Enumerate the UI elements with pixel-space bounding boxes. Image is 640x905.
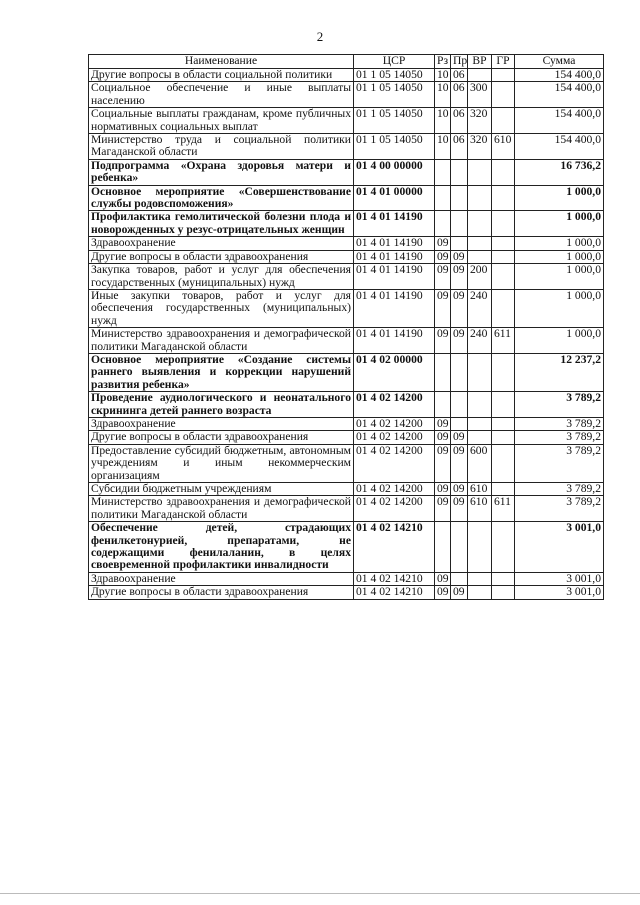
cell-sum: 1 000,0 xyxy=(515,264,604,290)
page-number: 2 xyxy=(316,29,324,44)
table-row xyxy=(89,250,604,263)
cell-csr: 01 4 02 14200 xyxy=(354,392,435,418)
header-gr: ГР xyxy=(492,55,515,69)
cell-rz: 09 xyxy=(435,289,451,327)
cell-name: Иные закупки товаров, работ и услуг для обеспечения государственных (муниципальных) нужд xyxy=(89,289,354,327)
cell-sum: 3 001,0 xyxy=(515,522,604,573)
cell-csr: 01 1 05 14050 xyxy=(354,69,435,82)
cell-pr: 09 xyxy=(451,431,468,444)
cell-gr xyxy=(492,392,515,418)
cell-name: Социальное обеспечение и иные выплаты населению xyxy=(89,82,354,108)
table-row xyxy=(89,134,604,160)
cell-gr xyxy=(492,483,515,496)
cell-pr: 06 xyxy=(451,82,468,108)
cell-sum: 12 237,2 xyxy=(515,353,604,391)
cell-csr: 01 1 05 14050 xyxy=(354,108,435,134)
cell-rz: 09 xyxy=(435,444,451,482)
cell-name: Проведение аудиологического и неонатального скрининга детей раннего возраста xyxy=(89,392,354,418)
cell-gr: 611 xyxy=(492,496,515,522)
cell-sum: 154 400,0 xyxy=(515,82,604,108)
cell-csr: 01 4 02 14210 xyxy=(354,572,435,585)
cell-gr xyxy=(492,522,515,573)
cell-rz: 10 xyxy=(435,108,451,134)
table-row xyxy=(89,211,604,237)
cell-gr xyxy=(492,159,515,185)
cell-csr: 01 4 02 14200 xyxy=(354,444,435,482)
cell-name: Субсидии бюджетным учреждениям xyxy=(89,483,354,496)
header-name: Наименование xyxy=(89,55,354,69)
cell-vr xyxy=(468,353,492,391)
cell-pr: 06 xyxy=(451,69,468,82)
cell-vr xyxy=(468,417,492,430)
cell-name: Основное мероприятие «Совершенствование службы родовспоможения» xyxy=(89,185,354,211)
cell-vr: 610 xyxy=(468,496,492,522)
cell-rz xyxy=(435,522,451,573)
cell-csr: 01 4 01 00000 xyxy=(354,185,435,211)
cell-csr: 01 4 01 14190 xyxy=(354,250,435,263)
cell-gr xyxy=(492,353,515,391)
table-body xyxy=(89,69,604,600)
cell-rz: 10 xyxy=(435,82,451,108)
cell-vr: 610 xyxy=(468,483,492,496)
cell-vr xyxy=(468,69,492,82)
table-row xyxy=(89,496,604,522)
cell-rz: 09 xyxy=(435,572,451,585)
cell-pr: 06 xyxy=(451,134,468,160)
cell-vr: 240 xyxy=(468,328,492,354)
cell-gr: 610 xyxy=(492,134,515,160)
cell-sum: 1 000,0 xyxy=(515,237,604,250)
cell-csr: 01 4 02 14210 xyxy=(354,522,435,573)
cell-name: Здравоохранение xyxy=(89,572,354,585)
cell-sum: 1 000,0 xyxy=(515,289,604,327)
cell-pr: 09 xyxy=(451,250,468,263)
cell-rz xyxy=(435,185,451,211)
cell-name: Здравоохранение xyxy=(89,417,354,430)
header-rz: Рз xyxy=(435,55,451,69)
table-row xyxy=(89,431,604,444)
cell-csr: 01 4 01 14190 xyxy=(354,328,435,354)
cell-gr xyxy=(492,185,515,211)
cell-gr xyxy=(492,211,515,237)
cell-rz: 09 xyxy=(435,250,451,263)
cell-sum: 3 789,2 xyxy=(515,496,604,522)
cell-gr xyxy=(492,289,515,327)
cell-sum: 1 000,0 xyxy=(515,250,604,263)
cell-name: Профилактика гемолитической болезни плода и новорожденных у резус-отрицательных женщин xyxy=(89,211,354,237)
cell-csr: 01 4 02 14200 xyxy=(354,496,435,522)
cell-sum: 3 789,2 xyxy=(515,417,604,430)
cell-vr: 320 xyxy=(468,108,492,134)
cell-vr xyxy=(468,250,492,263)
cell-pr: 09 xyxy=(451,496,468,522)
table-row xyxy=(89,353,604,391)
cell-sum: 154 400,0 xyxy=(515,108,604,134)
cell-sum: 3 001,0 xyxy=(515,572,604,585)
cell-pr: 09 xyxy=(451,483,468,496)
cell-vr xyxy=(468,237,492,250)
table-row xyxy=(89,237,604,250)
cell-gr: 611 xyxy=(492,328,515,354)
cell-gr xyxy=(492,264,515,290)
cell-name: Другие вопросы в области здравоохранения xyxy=(89,250,354,263)
cell-pr xyxy=(451,572,468,585)
cell-vr xyxy=(468,522,492,573)
cell-vr xyxy=(468,185,492,211)
cell-csr: 01 4 01 14190 xyxy=(354,237,435,250)
cell-vr xyxy=(468,392,492,418)
cell-rz: 09 xyxy=(435,483,451,496)
cell-name: Обеспечение детей, страдающих фенилкетонурией, препаратами, не содержащими фенилаланин, в целях своевременной профилактики инвалидности xyxy=(89,522,354,573)
cell-name: Другие вопросы в области здравоохранения xyxy=(89,586,354,599)
cell-pr xyxy=(451,392,468,418)
cell-pr: 09 xyxy=(451,264,468,290)
cell-gr xyxy=(492,417,515,430)
table-row xyxy=(89,572,604,585)
cell-sum: 1 000,0 xyxy=(515,328,604,354)
cell-pr xyxy=(451,237,468,250)
table-row xyxy=(89,483,604,496)
cell-rz: 10 xyxy=(435,69,451,82)
table-row xyxy=(89,586,604,599)
cell-gr xyxy=(492,237,515,250)
cell-name: Министерство здравоохранения и демографической политики Магаданской области xyxy=(89,328,354,354)
cell-gr xyxy=(492,572,515,585)
cell-sum: 3 001,0 xyxy=(515,586,604,599)
cell-vr: 300 xyxy=(468,82,492,108)
cell-csr: 01 4 00 00000 xyxy=(354,159,435,185)
table-row xyxy=(89,328,604,354)
cell-gr xyxy=(492,250,515,263)
cell-rz: 09 xyxy=(435,237,451,250)
cell-gr xyxy=(492,82,515,108)
cell-rz xyxy=(435,353,451,391)
cell-gr xyxy=(492,69,515,82)
cell-gr xyxy=(492,586,515,599)
cell-rz: 09 xyxy=(435,328,451,354)
cell-pr xyxy=(451,211,468,237)
cell-csr: 01 4 02 14200 xyxy=(354,417,435,430)
cell-vr: 240 xyxy=(468,289,492,327)
cell-sum: 154 400,0 xyxy=(515,134,604,160)
header-csr: ЦСР xyxy=(354,55,435,69)
cell-csr: 01 4 01 14190 xyxy=(354,264,435,290)
cell-csr: 01 4 02 14200 xyxy=(354,483,435,496)
cell-csr: 01 4 01 14190 xyxy=(354,289,435,327)
cell-name: Социальные выплаты гражданам, кроме публичных нормативных социальных выплат xyxy=(89,108,354,134)
cell-csr: 01 4 02 00000 xyxy=(354,353,435,391)
cell-gr xyxy=(492,108,515,134)
cell-pr: 06 xyxy=(451,108,468,134)
cell-vr xyxy=(468,586,492,599)
cell-pr xyxy=(451,522,468,573)
cell-rz: 09 xyxy=(435,264,451,290)
cell-pr xyxy=(451,185,468,211)
cell-rz xyxy=(435,392,451,418)
cell-vr xyxy=(468,431,492,444)
cell-csr: 01 4 02 14210 xyxy=(354,586,435,599)
cell-vr: 320 xyxy=(468,134,492,160)
cell-name: Подпрограмма «Охрана здоровья матери и ребенка» xyxy=(89,159,354,185)
cell-pr: 09 xyxy=(451,328,468,354)
cell-vr: 600 xyxy=(468,444,492,482)
table-row xyxy=(89,522,604,573)
cell-csr: 01 1 05 14050 xyxy=(354,134,435,160)
table-row xyxy=(89,264,604,290)
cell-name: Основное мероприятие «Создание системы раннего выявления и коррекции нарушений развития ребенка» xyxy=(89,353,354,391)
table-header-row xyxy=(89,55,604,69)
cell-sum: 3 789,2 xyxy=(515,392,604,418)
table-row xyxy=(89,392,604,418)
table-row xyxy=(89,108,604,134)
cell-pr: 09 xyxy=(451,289,468,327)
table-row xyxy=(89,159,604,185)
cell-name: Министерство труда и социальной политики Магаданской области xyxy=(89,134,354,160)
cell-gr xyxy=(492,431,515,444)
header-sum: Сумма xyxy=(515,55,604,69)
cell-sum: 3 789,2 xyxy=(515,444,604,482)
header-pr: Пр xyxy=(451,55,468,69)
cell-name: Другие вопросы в области социальной политики xyxy=(89,69,354,82)
cell-csr: 01 4 01 14190 xyxy=(354,211,435,237)
cell-pr xyxy=(451,417,468,430)
cell-rz: 10 xyxy=(435,134,451,160)
cell-sum: 1 000,0 xyxy=(515,211,604,237)
budget-table xyxy=(88,54,604,600)
cell-vr xyxy=(468,159,492,185)
cell-name: Министерство здравоохранения и демографической политики Магаданской области xyxy=(89,496,354,522)
cell-name: Здравоохранение xyxy=(89,237,354,250)
table-row xyxy=(89,417,604,430)
cell-pr xyxy=(451,353,468,391)
table-row xyxy=(89,185,604,211)
cell-pr: 09 xyxy=(451,586,468,599)
cell-rz xyxy=(435,159,451,185)
cell-rz xyxy=(435,211,451,237)
cell-name: Предоставление субсидий бюджетным, автономным учреждениям и иным некоммерческим организациям xyxy=(89,444,354,482)
cell-rz: 09 xyxy=(435,417,451,430)
page-bottom-rule xyxy=(0,893,640,894)
cell-gr xyxy=(492,444,515,482)
cell-rz: 09 xyxy=(435,496,451,522)
cell-pr xyxy=(451,159,468,185)
cell-vr: 200 xyxy=(468,264,492,290)
table-row xyxy=(89,289,604,327)
cell-vr xyxy=(468,572,492,585)
table-row xyxy=(89,82,604,108)
cell-csr: 01 4 02 14200 xyxy=(354,431,435,444)
header-vr: ВР xyxy=(468,55,492,69)
cell-csr: 01 1 05 14050 xyxy=(354,82,435,108)
cell-sum: 154 400,0 xyxy=(515,69,604,82)
cell-pr: 09 xyxy=(451,444,468,482)
cell-rz: 09 xyxy=(435,586,451,599)
cell-sum: 1 000,0 xyxy=(515,185,604,211)
cell-sum: 3 789,2 xyxy=(515,483,604,496)
cell-sum: 3 789,2 xyxy=(515,431,604,444)
table-row xyxy=(89,69,604,82)
cell-vr xyxy=(468,211,492,237)
cell-name: Закупка товаров, работ и услуг для обеспечения государственных (муниципальных) нужд xyxy=(89,264,354,290)
cell-sum: 16 736,2 xyxy=(515,159,604,185)
cell-name: Другие вопросы в области здравоохранения xyxy=(89,431,354,444)
cell-rz: 09 xyxy=(435,431,451,444)
table-row xyxy=(89,444,604,482)
